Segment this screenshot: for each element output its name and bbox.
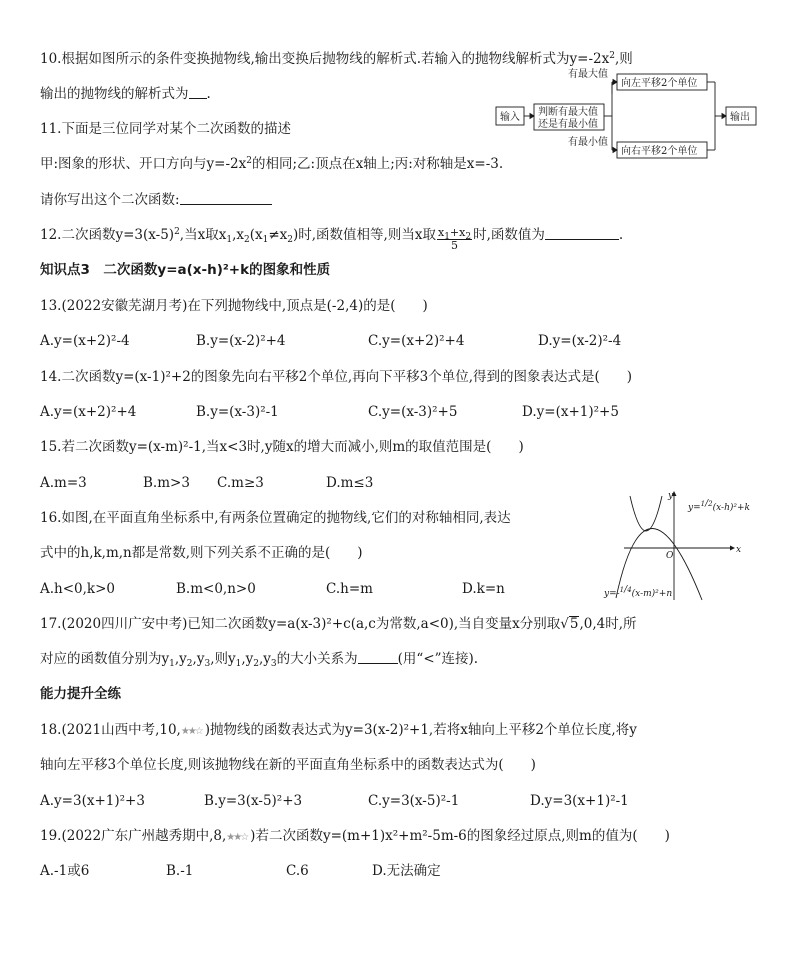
q18-option-d[interactable]: D.y=3(x+1)²-1 xyxy=(530,793,629,809)
q12-answer-blank[interactable] xyxy=(545,227,619,240)
q10-line2: 输出的抛物线的解析式为 . xyxy=(40,86,211,102)
q15-option-c[interactable]: C.m≥3 xyxy=(217,475,264,491)
q15-option-b[interactable]: B.m>3 xyxy=(143,475,190,491)
q11-line2: 甲:图象的形状、开口方向与$y=-2x^2$的相同;乙:顶点在x轴上;丙:对称轴是x=-3. xyxy=(40,156,504,172)
q17-line1: 17.(2020四川广安中考)已知二次函数y=a(x-3)²+c(a,c为常数,a<0),当自变量x分别取√5,0,4时,所 xyxy=(40,616,637,632)
q16-option-c[interactable]: C.h=m xyxy=(326,581,373,597)
q11-line1: 11.下面是三位同学对某个二次函数的描述 xyxy=(40,121,291,137)
q19-option-b[interactable]: B.-1 xyxy=(166,863,194,879)
flow-shift-left-label: 向左平移2个单位 xyxy=(621,78,698,89)
q16-line1: 16.如图,在平面直角坐标系中,有两条位置确定的抛物线,它们的对称轴相同,表达 xyxy=(40,510,511,526)
q12-fraction: $\frac{x_1+x_2}{5}$ xyxy=(437,226,472,252)
q14-option-d[interactable]: D.y=(x+1)²+5 xyxy=(522,404,619,420)
q15-option-a[interactable]: A.m=3 xyxy=(40,475,87,491)
flow-has-min-label: 有最小值 xyxy=(568,137,608,148)
section-3-title: 知识点3 二次函数y=a(x-h)²+k的图象和性质 xyxy=(40,262,331,278)
q15-option-d[interactable]: D.m≤3 xyxy=(326,475,374,491)
q19-option-a[interactable]: A.-1或6 xyxy=(40,863,90,879)
q18-option-b[interactable]: B.y=3(x-5)²+3 xyxy=(204,793,303,809)
flow-input-label: 输入 xyxy=(500,112,520,123)
q18-line1: 18.(2021山西中考,10,★★☆ )抛物线的函数表达式为y=3(x-2)²+1,若将x轴向上平移2个单位长度,将y xyxy=(40,721,637,741)
q16-parabola-graph xyxy=(602,488,762,606)
q14-option-a[interactable]: A.y=(x+2)²+4 xyxy=(40,404,137,420)
q10-answer-blank[interactable] xyxy=(189,86,207,99)
flow-judge-label-2: 还是有最小值 xyxy=(538,119,598,130)
q19-option-c[interactable]: C.6 xyxy=(286,863,309,879)
q18-option-a[interactable]: A.y=3(x+1)²+3 xyxy=(40,793,145,809)
graph-axis-x-label: x xyxy=(736,545,742,555)
difficulty-stars-icon: ★★☆ xyxy=(226,832,248,843)
q13-option-c[interactable]: C.y=(x+2)²+4 xyxy=(368,333,465,349)
q16-option-b[interactable]: B.m<0,n>0 xyxy=(176,581,256,597)
q13-option-b[interactable]: B.y=(x-2)²+4 xyxy=(196,333,286,349)
q16-option-d[interactable]: D.k=n xyxy=(462,581,505,597)
q18-line2: 轴向左平移3个单位长度,则该抛物线在新的平面直角坐标系中的函数表达式为( ) xyxy=(40,757,536,773)
q13-stem: 13.(2022安徽芜湖月考)在下列抛物线中,顶点是(-2,4)的是( ) xyxy=(40,298,428,314)
q17-answer-blank[interactable] xyxy=(358,651,398,664)
q11-line3: 请你写出这个二次函数: xyxy=(40,191,272,209)
q14-option-c[interactable]: C.y=(x-3)²+5 xyxy=(368,404,458,420)
q10-flowchart xyxy=(494,64,759,160)
q14-option-b[interactable]: B.y=(x-3)²-1 xyxy=(196,404,279,420)
q13-option-a[interactable]: A.y=(x+2)²-4 xyxy=(40,333,130,349)
q18-option-c[interactable]: C.y=3(x-5)²-1 xyxy=(368,793,460,809)
q10-line1: 10.根据如图所示的条件变换抛物线,输出变换后抛物线的解析式.若输入的抛物线解析式为$y=-2x^2$,则 xyxy=(40,51,633,67)
q16-line2: 式中的h,k,m,n都是常数,则下列关系不正确的是( ) xyxy=(40,545,363,561)
upper-parabola xyxy=(630,496,662,531)
flow-shift-right-label: 向右平移2个单位 xyxy=(621,146,698,157)
flow-output-label: 输出 xyxy=(730,112,750,123)
q17-line2: 对应的函数值分别为$y_1,y_2,y_3$,则$y_1,y_2,y_3$的大小关系为 (用“<”连接). xyxy=(40,651,479,669)
graph-top-label: y=$^1$/2(x-h)²+k xyxy=(688,499,751,513)
q19-option-d[interactable]: D.无法确定 xyxy=(372,863,441,879)
graph-bottom-label: y=-$^1$/4(x-m)²+n xyxy=(604,585,673,599)
q11-answer-blank[interactable] xyxy=(180,192,272,205)
q13-option-d[interactable]: D.y=(x-2)²-4 xyxy=(538,333,622,349)
graph-origin-label: O xyxy=(666,551,674,561)
graph-axis-y-label: y xyxy=(668,491,674,501)
q14-stem: 14.二次函数y=(x-1)²+2的图象先向右平移2个单位,再向下平移3个单位,得到的图象表达式是( ) xyxy=(40,369,633,385)
section-ability-title: 能力提升全练 xyxy=(40,686,121,702)
difficulty-stars-icon: ★★☆ xyxy=(180,726,202,737)
flow-judge-label-1: 判断有最大值 xyxy=(538,107,598,118)
q12-line: 12.二次函数$y=3(x-5)^2$,当x取$x_1,x_2(x_1\ne x_2)$时,函数值相等,则当x取 $\frac{x_1+x_2}{5}$ 时,函数值为 . xyxy=(40,226,624,252)
q16-option-a[interactable]: A.h<0,k>0 xyxy=(40,581,116,597)
flow-has-max-label: 有最大值 xyxy=(568,69,608,80)
q15-stem: 15.若二次函数y=(x-m)²-1,当x<3时,y随x的增大而减小,则m的取值范围是( ) xyxy=(40,439,524,455)
q19-stem: 19.(2022广东广州越秀期中,8,★★☆ )若二次函数y=(m+1)x²+m²-5m-6的图象经过原点,则m的值为( ) xyxy=(40,827,670,847)
